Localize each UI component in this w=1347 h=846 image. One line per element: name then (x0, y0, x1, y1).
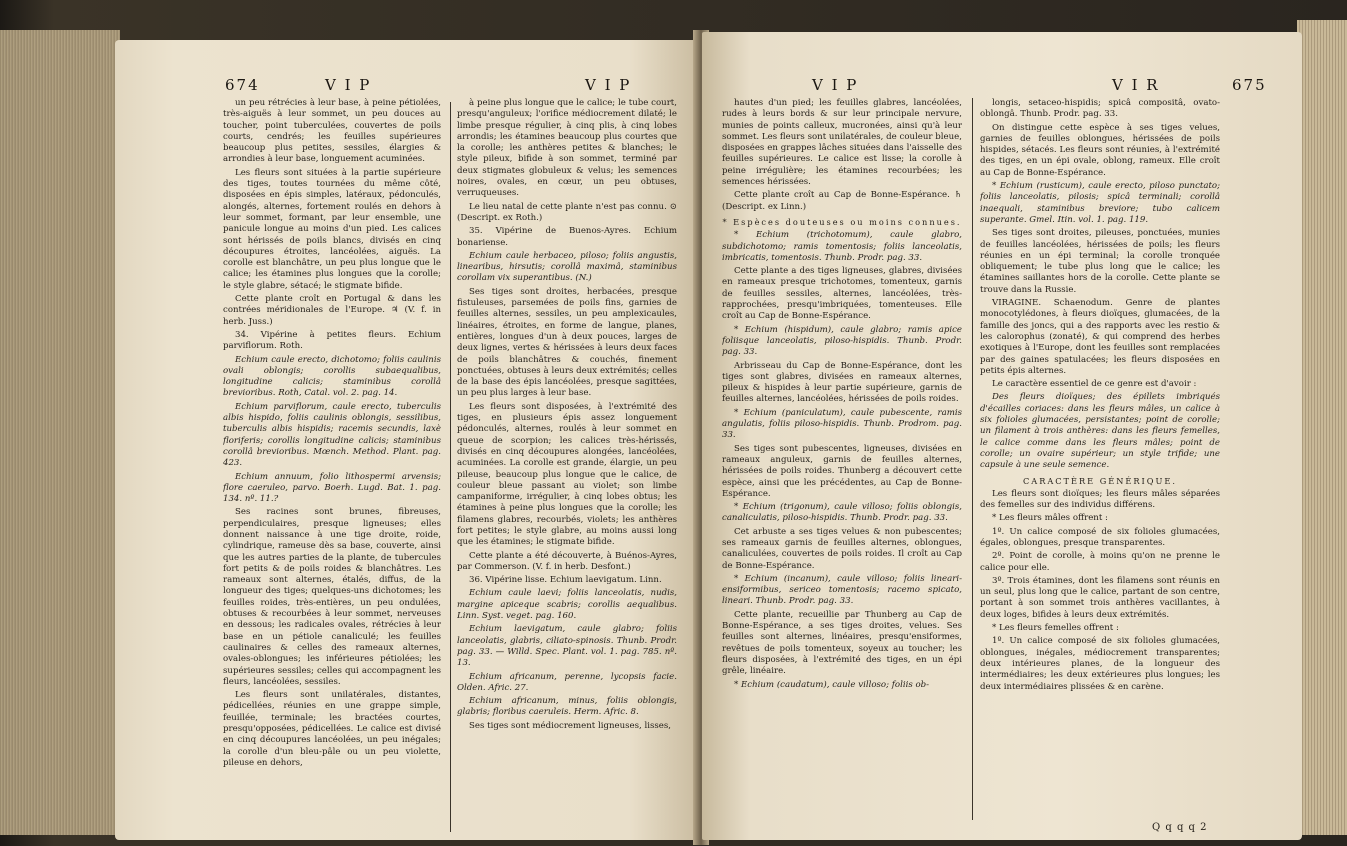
paragraph: Echium parviflorum, caule erecto, tuberculis albis hispido, foliis caulinis oblongis, sessilibus, tuberculis albis hispidis; racemis secundis, laxè floriferis; corollis longitudine calicis; staminibus corollâ brevioribus. Mœnch. Method. Plant. pag. 423. (223, 401, 441, 469)
paragraph: à peine plus longue que le calice; le tube court, presqu'anguleux; l'orifice médiocrement dilaté; le limbe presque régulier, à cinq plis, à cinq lobes arrondis; les étamines beaucoup plus courtes que la corolle; les anthères petites & blanches; le style pileux, bifide à son sommet, terminé par deux stigmates globuleux & velus; les semences noires, ovales, en cœur, un peu obtuses, verruqueuses. (457, 98, 677, 199)
paragraph: longis, setaceo-hispidis; spicâ compositâ, ovato-oblongâ. Thunb. Prodr. pag. 33. (980, 98, 1220, 120)
paragraph: * Echium (paniculatum), caule pubescente, ramis angulatis, foliis piloso-hispidis. Thunb. Prodrom. pag. 33. (722, 407, 962, 441)
paragraph: * Echium (incanum), caule villoso; foliis lineari-ensiformibus, sericeo tomentosis; racemo spicato, lineari. Thunb. Prodr. pag. 33. (722, 573, 962, 607)
right-column-2 (980, 98, 1220, 820)
left-page-number: 674 (225, 76, 260, 94)
left-page (115, 40, 700, 840)
paragraph: Echium annuum, folio lithospermi arvensis; flore caeruleo, parvo. Boerh. Lugd. Bat. 1. pag. 134. nº. 11.? (223, 471, 441, 505)
paragraph: Echium laevigatum, caule glabro; foliis lanceolatis, glabris, ciliato-spinosis. Thunb. Prodr. pag. 33. — Willd. Spec. Plant. vol. 1. pag. 785. nº. 13. (457, 624, 677, 669)
paragraph: Cette plante a été découverte, à Buénos-Ayres, par Commerson. (V. f. in herb. Desfont.) (457, 550, 677, 572)
paragraph: Arbrisseau du Cap de Bonne-Espérance, dont les tiges sont glabres, divisées en rameaux alternes, pileux & hispides à leur partie supérieure, garnis de feuilles alternes, lancéolées, hérissées de poils roides. (722, 360, 962, 405)
paragraph: * Echium (rusticum), caule erecto, piloso punctato; foliis lanceolatis, pilosis; spicâ terminali; corollâ inaequali, staminibus breviore; tubo calicem superante. Gmel. Itin. vol. 1. pag. 119. (980, 181, 1220, 225)
paragraph: * Echium (trigonum), caule villoso; foliis oblongis, canaliculatis, piloso-hispidis. Thunb. Prodr. pag. 33. (722, 502, 962, 524)
left-column-2 (457, 98, 677, 834)
column-divider (972, 98, 973, 820)
paragraph: Cette plante croît en Portugal & dans les contrées méridionales de l'Europe. ♃ (V. f. in herb. Juss.) (223, 294, 441, 327)
paragraph: 1º. Un calice composé de six folioles glumacées, oblongues, inégales, médiocrement transparentes; deux intérieures planes, de la longueur des intermédiaires; les deux extérieures plus longues; les deux intermédiaires plissées & en carène. (980, 636, 1220, 692)
right-running-head-2: V I R (1112, 76, 1160, 94)
paragraph: 3º. Trois étamines, dont les filamens sont réunis en un seul, plus long que le calice, partant de son centre, portant à son sommet trois anthères vacillantes, à deux loges, bifides à leurs deux extrémités. (980, 575, 1220, 620)
left-running-head-1: V I P (325, 76, 372, 94)
paragraph: Les fleurs sont disposées, à l'extrémité des tiges, en plusieurs épis assez longuement pédonculés, alternes, roulés à leur sommet en queue de scorpion; les calices très-hérissés, divisés en cinq découpures alongées, lancéolées, acuminées. La corolle est grande, élargie, un peu pileuse, beaucoup plus longue que le calice, de couleur bleue passant au violet; son limbe campaniforme, irrégulier, à cinq lobes obtus; les étamines à peine plus longues que la corolle; les filamens glabres, recourbés, violets; les anthères fort petites; le style glabre, au moins aussi long que les étamines; le stigmate bifide. (457, 401, 677, 548)
paragraph: hautes d'un pied; les feuilles glabres, lancéolées, rudes à leurs bords & sur leur principale nervure, munies de points calleux, mucronées, ainsi qu'à leur sommet. Les fleurs sont unilatérales, de couleur bleue, disposées en grappes lâches situées dans l'aisselle des feuilles supérieures. Le calice est lisse; la corolle à peine irrégulière; les étamines recourbées; les semences hérissées. (722, 98, 962, 188)
signature-mark: Q q q q 2 (1152, 822, 1208, 833)
paragraph: Ses tiges sont pubescentes, ligneuses, divisées en rameaux anguleux, garnis de feuilles alternes, hérissées de poils roides. Thunberg a découvert cette espèce, ainsi que les précédentes, au Cap de Bonne-Espérance. (722, 443, 962, 499)
paragraph: * Echium (trichotomum), caule glabro, subdichotomo; ramis tomentosis; foliis lanceolatis, imbricatis, tomentosis. Thunb. Prodr. pag. 33. (722, 230, 962, 263)
paragraph: Cette plante a des tiges ligneuses, glabres, divisées en rameaux presque trichotomes, tomenteux, garnis de feuilles sessiles, alternes, lancéolées, très-rapprochées, presqu'imbriquées, tomenteuses. Elle croît au Cap de Bonne-Espérance. (722, 266, 962, 322)
paragraph: Echium caule laevi; foliis lanceolatis, nudis, margine apiceque scabris; corollis aequalibus. Linn. Syst. veget. pag. 160. (457, 588, 677, 622)
paragraph: Cette plante croît au Cap de Bonne-Espérance. ♄ (Descript. ex Linn.) (722, 190, 962, 212)
right-running-head-1: V I P (812, 76, 859, 94)
left-running-head-2: V I P (585, 76, 632, 94)
paragraph: VIRAGINE. Schaenodum. Genre de plantes monocotylédones, à fleurs dioïques, glumacées, de la famille des joncs, qui a des rapports avec les restio & les calorophus (zonaté), & qui comprend des herbes exotiques à l'Europe, dont les feuilles sont remplacées par des gaines spatulacées; les fleurs disposées en petits épis alternes. (980, 298, 1220, 376)
page-edges-left (0, 30, 120, 835)
right-page-number: 675 (1232, 76, 1267, 94)
column-divider (450, 102, 451, 832)
page-edges-right (1297, 20, 1347, 835)
right-column-1 (722, 98, 962, 820)
paragraph: 35. Vipérine de Buenos-Ayres. Echium bonariense. (457, 226, 677, 248)
paragraph: * Echium (caudatum), caule villoso; foliis ob- (734, 679, 930, 690)
paragraph: 36. Vipérine lisse. Echium laevigatum. Linn. (469, 575, 662, 586)
paragraph: * Espèces douteuses ou moins connues. (722, 216, 962, 227)
paragraph: 2º. Point de corolle, à moins qu'on ne prenne le calice pour elle. (980, 551, 1220, 573)
paragraph: Des fleurs dioïques; des épillets imbriqués d'écailles coriaces: dans les fleurs mâles, un calice à six folioles glumacées, persistantes; point de corolle; un filament à trois anthères: dans les fleurs femelles, le calice comme dans les fleurs mâles; point de corolle; un ovaire supérieur; un style trifide; une capsule à une seule semence. (980, 392, 1220, 471)
paragraph: * Echium (hispidum), caule glabro; ramis apice foliisque lanceolatis, piloso-hispidis. Thunb. Prodr. pag. 33. (722, 324, 962, 358)
paragraph: Ses tiges sont droites, pileuses, ponctuées, munies de feuilles lancéolées, hérissées de poils; les fleurs réunies en un épi terminal; la corolle tronquée obliquement; le tube plus long que le calice; les étamines saillantes hors de la corolle. Cette plante se trouve dans la Russie. (980, 228, 1220, 295)
paragraph: Les fleurs sont unilatérales, distantes, pédicellées, réunies en une grappe simple, feuillée, terminale; les bractées courtes, presqu'opposées, pédicellées. Le calice est divisé en cinq découpures lancéolées, un peu inégales; la corolle d'un bleu-pâle ou un peu violette, pileuse en dehors, (223, 690, 441, 768)
paragraph: Les fleurs sont dioïques; les fleurs mâles séparées des femelles sur des individus différens. (980, 488, 1220, 511)
paragraph: Ses tiges sont médiocrement ligneuses, lisses, (469, 720, 672, 731)
paragraph: * Les fleurs mâles offrent : (992, 513, 1108, 524)
paragraph: Les fleurs sont situées à la partie supérieure des tiges, toutes tournées du même côté, disposées en épis simples, latéraux, pédonculés, alongés, alternes, fortement roulés en dehors à leur sommet, formant, par leur ensemble, une panicule longue au moins d'un pied. Les calices sont hérissés de poils blancs, divisés en cinq découpures étroites, lancéolées, aiguës. La corolle est blanchâtre, un peu plus longue que le calice; les étamines plus longues que la corolle; le style glabre, sétacé; le stigmate bifide. (223, 167, 441, 291)
paragraph: Echium africanum, minus, foliis oblongis, glabris; floribus caeruleis. Herm. Afric. 8. (457, 696, 677, 718)
paragraph: * Les fleurs femelles offrent : (992, 623, 1119, 634)
paragraph: Echium caule herbaceo, piloso; foliis angustis, linearibus, hirsutis; corollâ maximâ, staminibus corollam vix superantibus. (N.) (457, 250, 677, 284)
paragraph: 1º. Un calice composé de six folioles glumacées, égales, oblongues, presque transparentes. (980, 526, 1220, 548)
paragraph: Echium africanum, perenne, lycopsis facie. Olden. Afric. 27. (457, 671, 677, 693)
paragraph: On distingue cette espèce à ses tiges velues, garnies de feuilles oblongues, hérissées de poils hispides, sétacés. Les fleurs sont réunies, à l'extrémité des tiges, en un épi ovale, oblong, rameux. Elle croît au Cap de Bonne-Espérance. (980, 122, 1220, 178)
paragraph: Cette plante, recueillie par Thunberg au Cap de Bonne-Espérance, a ses tiges droites, velues. Ses feuilles sont alternes, linéaires, presqu'ensiformes, revêtues de poils tomenteux, soyeux au toucher; les fleurs disposées, à l'extrémité des tiges, en un épi grêle, linéaire. (722, 609, 962, 677)
paragraph: Echium caule erecto, dichotomo; foliis caulinis ovali oblongis; corollis subaequalibus, longitudine calicis; staminibus corollâ brevioribus. Roth, Catal. vol. 2. pag. 14. (223, 354, 441, 399)
left-column-1 (223, 98, 441, 834)
paragraph: Cet arbuste a ses tiges velues & non pubescentes; ses rameaux garnis de feuilles alternes, oblongues, canaliculées, couvertes de poils roides. Il croît au Cap de Bonne-Espérance. (722, 526, 962, 571)
paragraph: Ses tiges sont droites, herbacées, presque fistuleuses, parsemées de poils fins, garnies de feuilles alternes, sessiles, un peu amplexicaules, linéaires, étroites, en forme de langue, planes, entières, longues d'un à deux pouces, larges de deux lignes, vertes & hérissées à leurs deux faces de poils blanchâtres & couchés, finement ponctuées, obtuses à leurs deux extrémités; celles de la base des épis lancéolées, presque sagittées, un peu plus larges à leur base. (457, 286, 677, 399)
paragraph: CARACTÈRE GÉNÉRIQUE. (1023, 475, 1177, 486)
paragraph: un peu rétrécies à leur base, à peine pétiolées, très-aiguës à leur sommet, un peu douces au toucher, point tuberculées, couvertes de poils courts, cendrés; les feuilles supérieures beaucoup plus petites, sessiles, élargies & arrondies à leur base, longuement acuminées. (223, 98, 441, 165)
paragraph: Le lieu natal de cette plante n'est pas connu. ⊙ (Descript. ex Roth.) (457, 201, 677, 223)
right-page (702, 32, 1302, 840)
paragraph: Ses racines sont brunes, fibreuses, perpendiculaires, presque ligneuses; elles donnent naissance à une tige droite, roide, cylindrique, rameuse dès sa base, couverte, ainsi que les autres parties de la plante, de tubercules fort petits & de poils roides & blanchâtres. Les rameaux sont alternes, étalés, diffus, de la longueur des tiges; quelques-uns dichotomes; les feuilles roides, très-entières, un peu ondulées, obtuses & recourbées à leur sommet, nerveuses en dessous; les radicales ovales, rétrécies à leur base en un pétiole canaliculé; les feuilles caulinaires & celles des rameaux alternes, ovales-oblongues; les inférieures pétiolées; les supérieures sessiles; celles qui accompagnent les fleurs, lancéolées, sessiles. (223, 507, 441, 687)
paragraph: 34. Vipérine à petites fleurs. Echium parviflorum. Roth. (223, 329, 441, 352)
paragraph: Le caractère essentiel de ce genre est d'avoir : (992, 379, 1197, 390)
